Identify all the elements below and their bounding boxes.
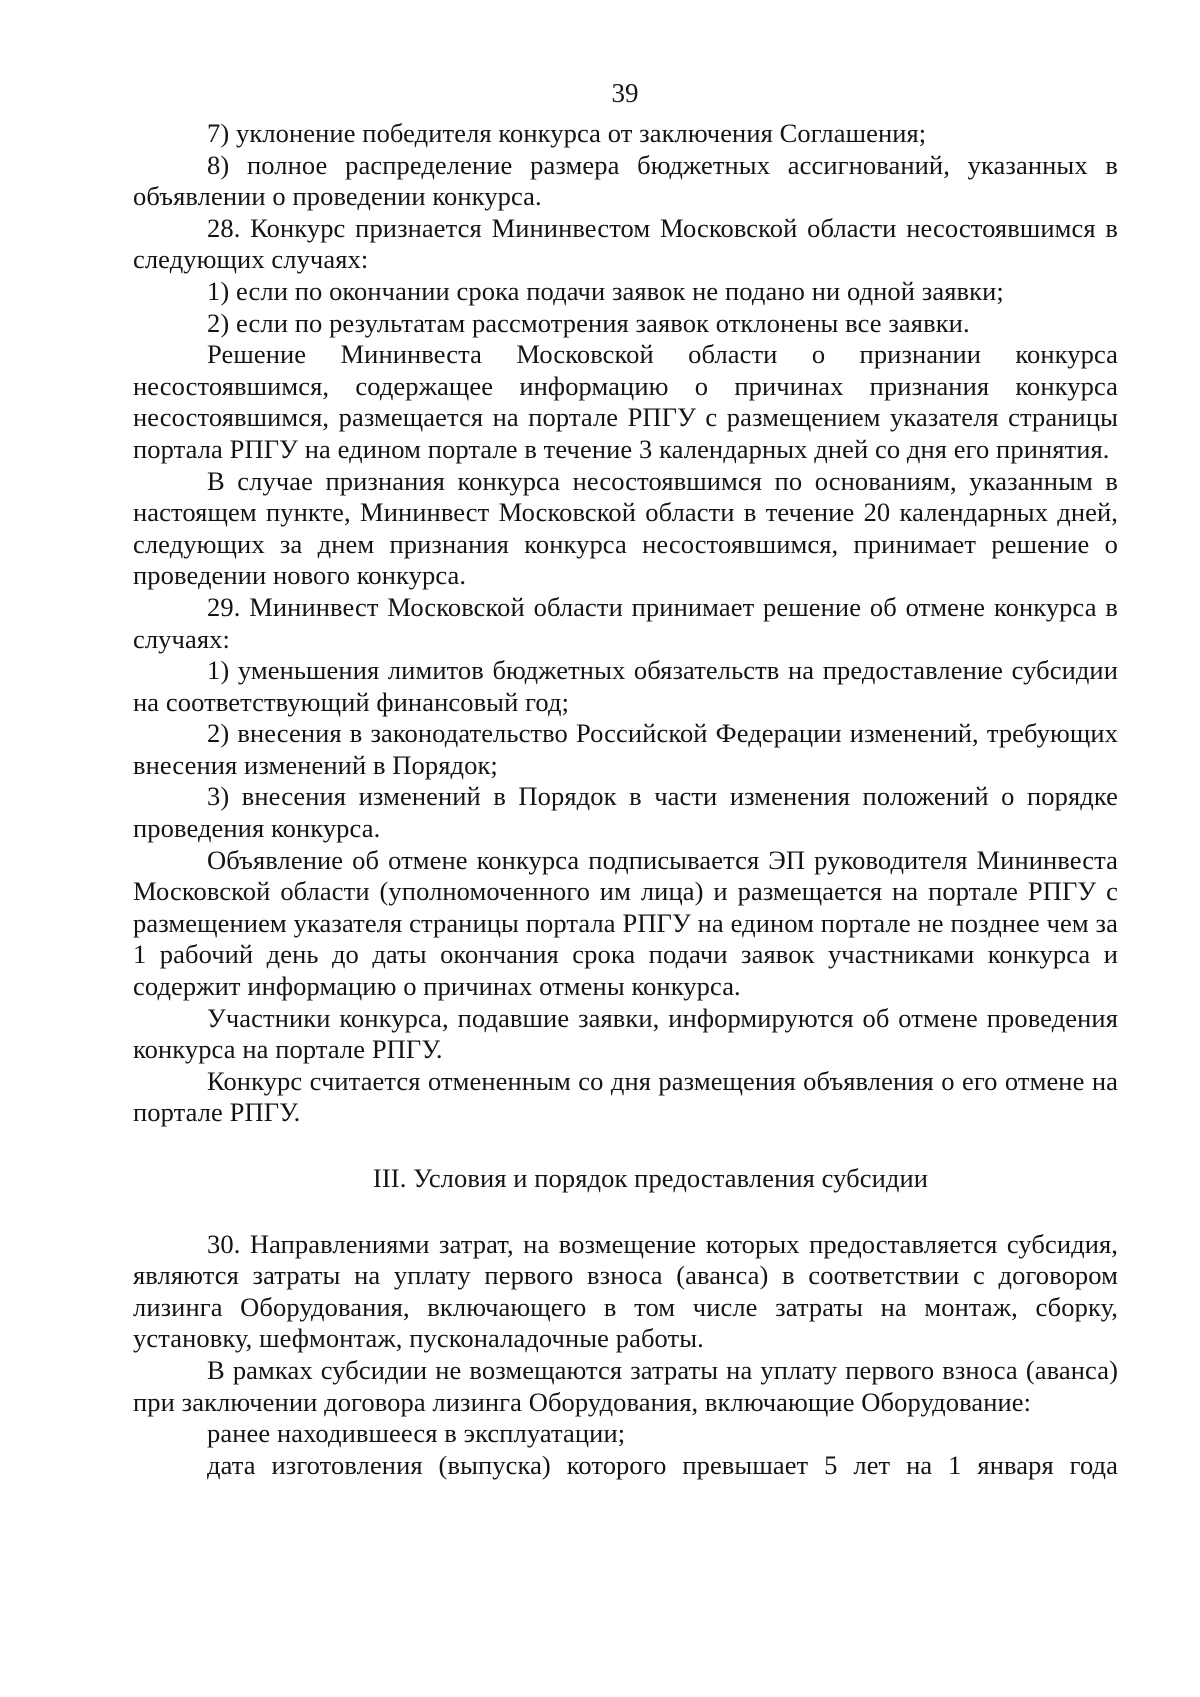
paragraph-previously-used: ранее находившееся в эксплуатации; (207, 1418, 626, 1449)
paragraph-item-8: 8) полное распределение размера бюджетных ассигнований, указанных в объявлении о проведении конкурса. (133, 149, 1118, 212)
paragraph-new-contest: В случае признания конкурса несостоявшимся по основаниям, указанным в настоящем пункте, Мининвест Московской области в течение 20 календарных дней, следующих за днем признания конкурса несостоявшимся, принимает решение о проведении нового конкурса. (133, 465, 1118, 591)
paragraph-clause-30: 30. Направлениями затрат, на возмещение которых предоставляется субсидия, являются затраты на уплату первого взноса (аванса) в соответствии с договором лизинга Оборудования, включающего в том числе затраты на монтаж, сборку, установку, шефмонтаж, пусконаладочные работы. (133, 1228, 1118, 1354)
paragraph-participants-informed: Участники конкурса, подавшие заявки, информируются об отмене проведения конкурса на портале РПГУ. (133, 1002, 1118, 1065)
paragraph-clause-29: 29. Мининвест Московской области принимает решение об отмене конкурса в случаях: (133, 591, 1118, 654)
page-number: 39 (611, 78, 639, 108)
document-body (133, 118, 1118, 1481)
paragraph-not-reimbursed: В рамках субсидии не возмещаются затраты на уплату первого взноса (аванса) при заключении договора лизинга Оборудования, включающие Оборудование: (133, 1354, 1118, 1417)
paragraph-cancel-case-1: 1) уменьшения лимитов бюджетных обязательств на предоставление субсидии на соответствующий финансовый год; (133, 655, 1118, 717)
paragraph-case-2: 2) если по результатам рассмотрения заявок отклонены все заявки. (207, 307, 970, 338)
paragraph-cancel-case-2: 2) внесения в законодательство Российской Федерации изменений, требующих внесения изменений в Порядок; (133, 718, 1118, 780)
paragraph-case-1: 1) если по окончании срока подачи заявок не подано ни одной заявки; (207, 275, 1004, 306)
section-heading: III. Условия и порядок предоставления субсидии (372, 1163, 929, 1193)
paragraph-decision: Решение Мининвеста Московской области о признании конкурса несостоявшимся, содержащее информацию о причинах признания конкурса несостоявшимся, размещается на портале РПГУ с размещением указателя страницы портала РПГУ на едином портале в течение 3 календарных дней со дня его принятия. (133, 339, 1118, 464)
paragraph-contest-cancelled: Конкурс считается отмененным со дня размещения объявления о его отмене на портале РПГУ. (133, 1065, 1118, 1128)
paragraph-manufacture-date: дата изготовления (выпуска) которого превышает 5 лет на 1 января года (207, 1449, 1118, 1480)
paragraph-cancel-case-3: 3) внесения изменений в Порядок в части изменения положений о порядке проведения конкурса. (133, 781, 1118, 844)
paragraph-clause-28: 28. Конкурс признается Мининвестом Московской области несостоявшимся в следующих случаях: (133, 212, 1118, 275)
paragraph-cancel-announcement: Объявление об отмене конкурса подписывается ЭП руководителя Мининвеста Московской области (уполномоченного им лица) и размещается на портале РПГУ с размещением указателя страницы портала РПГУ на едином портале не позднее чем за 1 рабочий день до даты окончания срока подачи заявок участниками конкурса и содержит информацию о причинах отмены конкурса. (133, 844, 1118, 1002)
paragraph-item-7: 7) уклонение победителя конкурса от заключения Соглашения; (207, 118, 927, 148)
